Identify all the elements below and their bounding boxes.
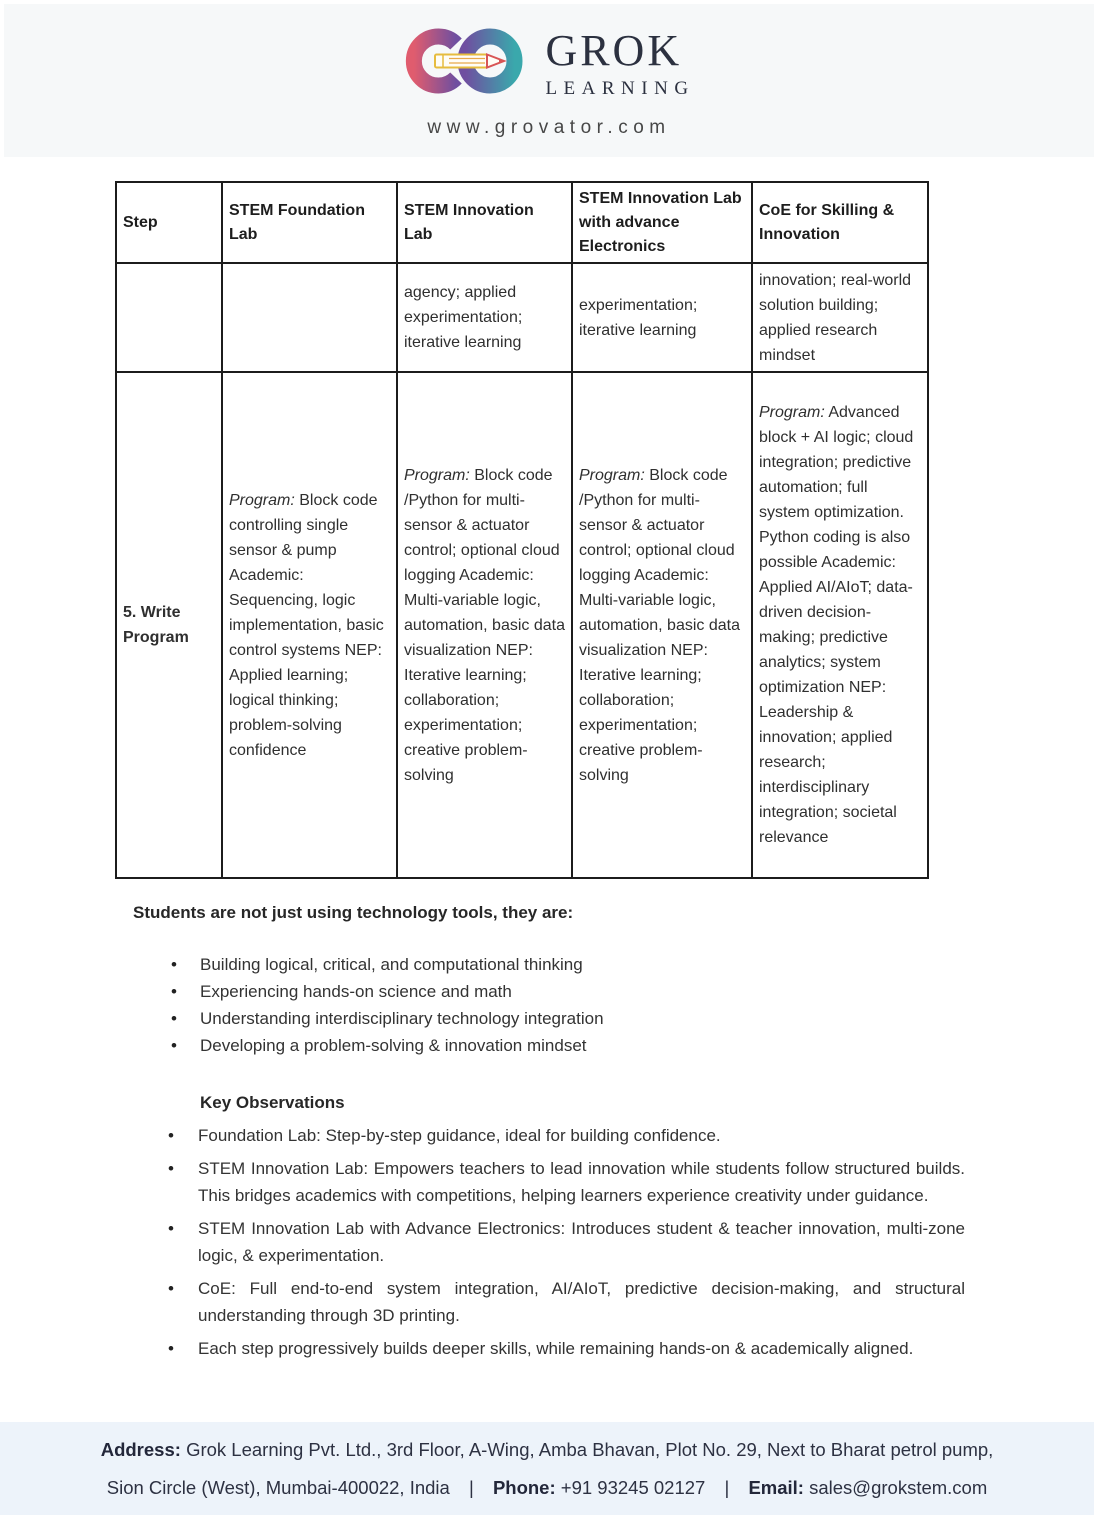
program-comparison-table — [115, 181, 929, 879]
program-label: Program: — [229, 491, 295, 509]
col-header-step: Step — [116, 182, 222, 263]
page-header — [4, 4, 1094, 157]
brand-wordmark — [545, 26, 695, 99]
key-observations-section — [133, 1093, 965, 1367]
footer — [0, 1422, 1094, 1515]
table-row — [116, 372, 928, 878]
separator: | — [724, 1476, 730, 1498]
students-section — [133, 903, 965, 1059]
table-row — [116, 263, 928, 372]
footer-contact-info — [42, 1431, 1052, 1507]
cell-foundation-program: Program: Block code controlling single sensor & pump Academic: Sequencing, logic implementation, basic control systems NEP: Applied learning; logical thinking; problem-solving confidence — [222, 372, 397, 878]
cell-advance-program: Program: Block code /Python for multi-sensor & actuator control; optional cloud logging Academic: Multi-variable logic, automation, basic data visualization NEP: Iterative learning; collaboration; experimentation; creative problem-solving — [572, 372, 752, 878]
cell-innovation-program: Program: Block code /Python for multi-sensor & actuator control; optional cloud logging Academic: Multi-variable logic, automation, basic data visualization NEP: Iterative learning; collaboration; experimentation; creative problem-solving — [397, 372, 572, 878]
cell-innovation-cont: agency; applied experimentation; iterative learning — [397, 263, 572, 372]
program-label: Program: — [404, 466, 470, 484]
address-label: Address: — [100, 1438, 181, 1460]
brand-name: GROK — [545, 26, 683, 75]
cell-coe-program: Program: Advanced block + AI logic; cloud integration; predictive automation; full system optimization. Python coding is also possible Academic: Applied AI/AIoT; data-driven decision-making; predictive analytics; system optimization NEP: Leadership & innovation; applied research; interdisciplinary integration; societal relevance — [752, 372, 928, 878]
key-observations-title: Key Observations — [200, 1093, 345, 1112]
students-bullet-list — [133, 951, 965, 1059]
email-address: sales@grokstem.com — [809, 1476, 988, 1498]
list-item: • Developing a problem-solving & innovation mindset — [133, 1032, 965, 1059]
website-url: www.grovator.com — [427, 117, 671, 138]
col-header-foundation-lab: STEM Foundation Lab — [222, 182, 397, 263]
address-line1: Grok Learning Pvt. Ltd., 3rd Floor, A-Wing, Amba Bhavan, Plot No. 29, Next to Bharat petrol pump, — [186, 1438, 994, 1460]
key-observations-list — [133, 1122, 965, 1362]
students-section-title: Students are not just using technology tools, they are: — [133, 903, 574, 922]
col-header-coe: CoE for Skilling & Innovation — [752, 182, 928, 263]
list-item: • STEM Innovation Lab: Empowers teachers to lead innovation while students follow structured builds. This bridges academics with competitions, helping learners experience creativity under guidance. — [133, 1155, 965, 1210]
program-label: Program: — [759, 404, 825, 421]
table-header-row — [116, 182, 928, 263]
list-item: • Understanding interdisciplinary technology integration — [133, 1005, 965, 1032]
list-item: • STEM Innovation Lab with Advance Electronics: Introduces student & teacher innovation, multi-zone logic, & experimentation. — [133, 1215, 965, 1270]
phone-number: +91 93245 02127 — [560, 1476, 706, 1498]
separator: | — [468, 1476, 474, 1498]
infinity-pencil-logo-icon — [403, 22, 529, 105]
list-item: • Building logical, critical, and computational thinking — [133, 951, 965, 978]
col-header-advance-electronics: STEM Innovation Lab with advance Electronics — [572, 182, 752, 263]
cell-coe-cont: innovation; real-world solution building; applied research mindset — [752, 263, 928, 372]
list-item: • Each step progressively builds deeper skills, while remaining hands-on & academically aligned. — [133, 1335, 965, 1363]
phone-label: Phone: — [492, 1476, 556, 1498]
col-header-innovation-lab: STEM Innovation Lab — [397, 182, 572, 263]
brand-subtitle: LEARNING — [545, 78, 695, 99]
list-item: • Experiencing hands-on science and math — [133, 978, 965, 1005]
pencil-icon — [435, 55, 504, 68]
brand-logo — [403, 22, 694, 105]
cell-advance-cont: experimentation; iterative learning — [572, 263, 752, 372]
list-item: • CoE: Full end-to-end system integration, AI/AIoT, predictive decision-making, and structural understanding through 3D printing. — [133, 1275, 965, 1330]
address-line2: Sion Circle (West), Mumbai-400022, India — [106, 1476, 450, 1498]
cell-step-write-program: 5. Write Program — [116, 372, 222, 878]
program-label: Program: — [579, 466, 645, 484]
cell-foundation-empty — [222, 263, 397, 372]
list-item: • Foundation Lab: Step-by-step guidance, ideal for building confidence. — [133, 1122, 965, 1150]
email-label: Email: — [748, 1476, 804, 1498]
cell-step-empty — [116, 263, 222, 372]
